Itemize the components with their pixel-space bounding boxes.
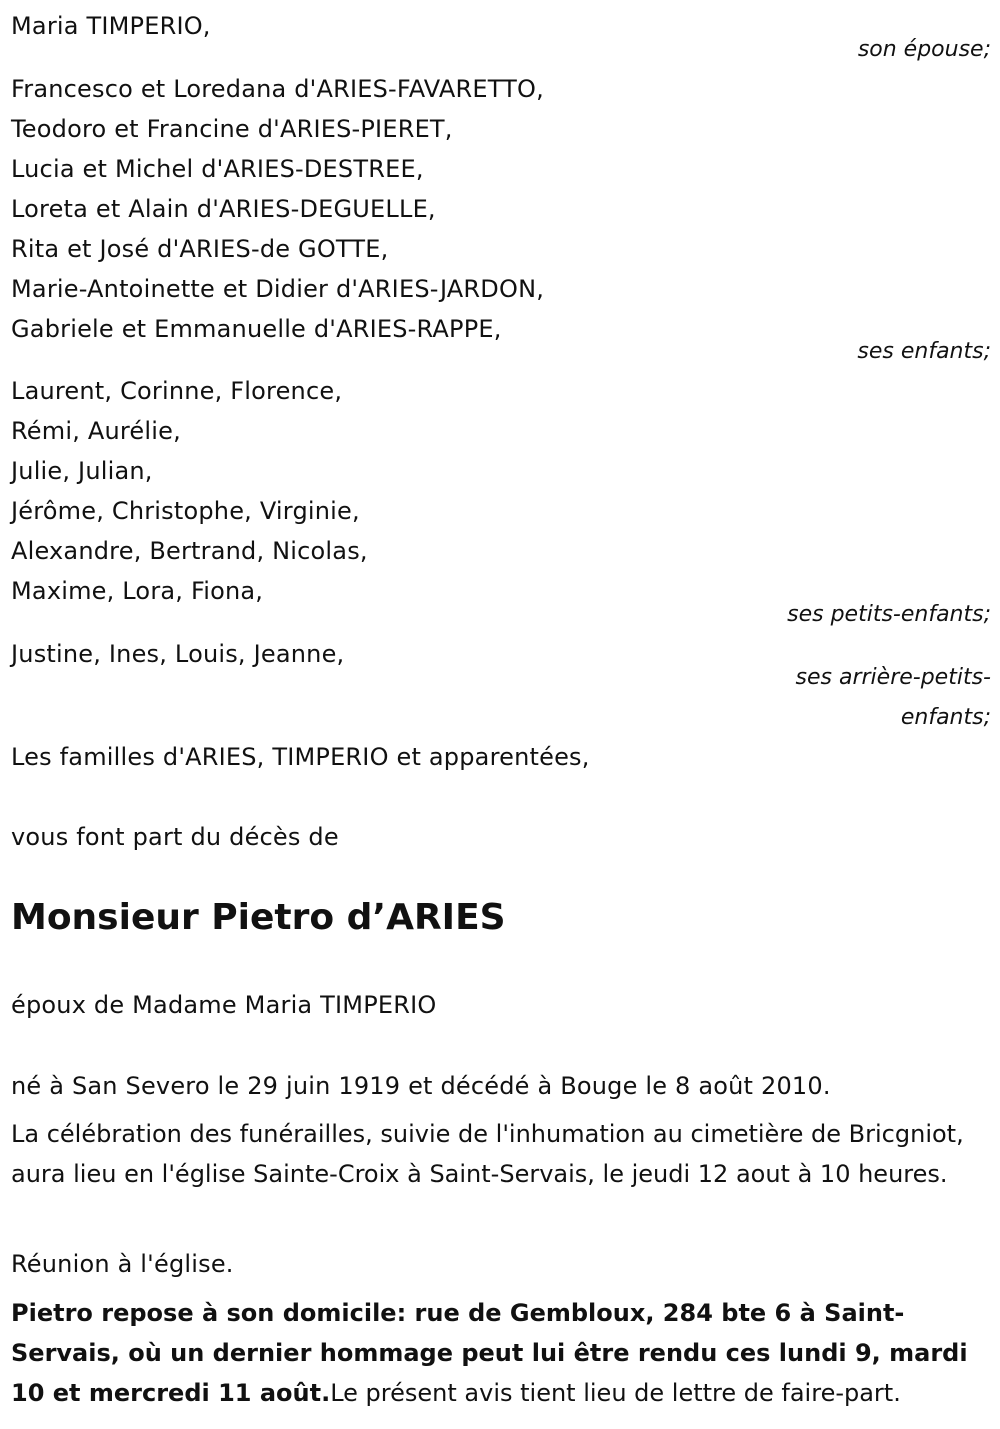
rest-normal-text: Le présent avis tient lieu de lettre de faire-part. [330,1379,901,1407]
great-grandchildren-role-line2: enfants; [900,705,991,730]
great-grandchildren-role-line1: ses arrière-petits- [795,665,991,690]
grandchild-line: Julie, Julian, [11,457,153,485]
ceremony-paragraph: La célébration des funérailles, suivie de l'inhumation au cimetière de Bricgniot, aura lieu en l'église Sainte-Croix à Saint-Servais, le jeudi 12 aout à 10 heures. [11,1120,964,1188]
child-line: Lucia et Michel d'ARIES-DESTREE, [11,155,424,183]
grandchild-line: Alexandre, Bertrand, Nicolas, [11,537,368,565]
spouse-name: Maria TIMPERIO, [11,12,211,40]
child-line: Francesco et Loredana d'ARIES-FAVARETTO, [11,75,544,103]
rest-bold-text: Pietro repose à son domicile: rue de Gembloux, 284 bte 6 à Saint-Servais, où un dernier hommage peut lui être rendu ces lundi 9, mardi 10 et mercredi 11 août. [11,1299,968,1407]
great-grandchild-line: Justine, Ines, Louis, Jeanne, [11,640,345,668]
grandchild-line: Maxime, Lora, Fiona, [11,577,264,605]
grandchildren-role: ses petits-enfants; [787,602,991,627]
child-line: Teodoro et Francine d'ARIES-PIERET, [11,115,453,143]
reunion-line: Réunion à l'église. [11,1250,234,1278]
rest-paragraph [11,1293,991,1413]
birth-death-line: né à San Severo le 29 juin 1919 et décédé à Bouge le 8 août 2010. [11,1072,831,1100]
grandchild-line: Rémi, Aurélie, [11,417,181,445]
deceased-name: Monsieur Pietro d’ARIES [11,897,506,938]
children-role: ses enfants; [857,339,991,364]
child-line: Rita et José d'ARIES-de GOTTE, [11,235,389,263]
announce-line: vous font part du décès de [11,823,339,851]
grandchild-line: Jérôme, Christophe, Virginie, [11,497,360,525]
grandchild-line: Laurent, Corinne, Florence, [11,377,343,405]
deceased-spouse-line: époux de Madame Maria TIMPERIO [11,991,437,1019]
families-line: Les familles d'ARIES, TIMPERIO et apparentées, [11,743,590,771]
child-line: Gabriele et Emmanuelle d'ARIES-RAPPE, [11,315,502,343]
child-line: Marie-Antoinette et Didier d'ARIES-JARDON, [11,275,545,303]
child-line: Loreta et Alain d'ARIES-DEGUELLE, [11,195,436,223]
spouse-role: son épouse; [857,37,991,62]
